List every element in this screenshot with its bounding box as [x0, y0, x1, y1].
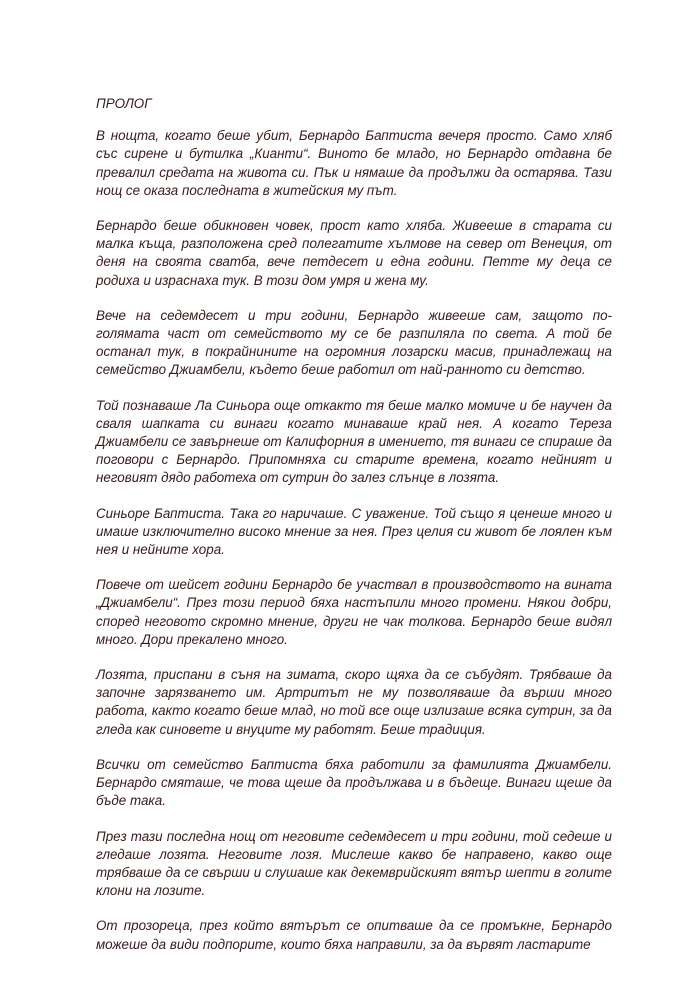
- chapter-heading: ПРОЛОГ: [96, 96, 152, 111]
- paragraph-3: Вече на седемдесет и три години, Бернардо живееше сам, защото по-голямата част от семейството му се бе разпиляла по света. А той бе останал тук, в покрайнините на огромния лозарски масив, принадлежащ на семейство Джиамбели, където беше работил от най-ранното си детство.: [96, 307, 612, 378]
- paragraph-2: Бернардо беше обикновен човек, прост като хляба. Живееше в старата си малка къща, разположена сред полегатите хълмове на север от Венеция, от деня на своята сватба, вече петдесет и една години. Петте му деца се родиха и израснаха тук. В този дом умря и жена му.: [96, 218, 612, 288]
- paragraph-5: Синьоре Баптиста. Така го наричаше. С уважение. Той също я ценеше много и имаше изключително високо мнение за нея. През целия си живот бе лоялен към нея и нейните хора.: [96, 505, 612, 558]
- paragraph-10: От прозореца, през който вятърът се опитваше да се промъкне, Бернардо можеше да види подпорите, които бяха направили, за да вървят ластарите: [96, 918, 612, 952]
- document-page: [96, 95, 612, 971]
- paragraph-8: Всички от семейство Баптиста бяха работили за фамилията Джиамбели. Бернардо смяташе, че това щеше да продължава и в бъдеще. Винаги щеше да бъде така.: [96, 756, 612, 809]
- paragraph-1: В нощта, когато беше убит, Бернардо Баптиста вечеря просто. Само хляб със сирене и бутилка „Кианти“. Виното бе младо, но Бернардо отдавна бе превалил средата на живота си. Пък и нямаше да продължи да остарява. Тази нощ се оказа последната в житейския му път.: [96, 128, 612, 198]
- paragraph-9: През тази последна нощ от неговите седемдесет и три години, той седеше и гледаше лозята. Неговите лозя. Мислеше какво бе направено, какво още трябваше да се свърши и слушаше как декемврийският вятър шепти в голите клони на лозите.: [96, 828, 612, 899]
- paragraph-4: Той познаваше Ла Синьора още откакто тя беше малко момиче и бе научен да сваля шапката си винаги когато минаваше край нея. А когато Тереза Джиамбели се завърнеше от Калифорния в имението, тя винаги се спираше да поговори с Бернардо. Припомняха си старите времена, когато нейният и неговият дядо работеха от сутрин до залез слънце в лозята.: [96, 397, 612, 486]
- paragraph-7: Лозята, приспани в съня на зимата, скоро щяха да се събудят. Трябваше да започне зарязването им. Артритът не му позволяваше да върши много работа, както когато беше млад, но той все още излизаше всяка сутрин, за да гледа как синовете и внуците му работят. Беше традиция.: [96, 667, 612, 737]
- paragraph-6: Повече от шейсет години Бернардо бе участвал в производството на вината „Джиамбели“. През този период бяха настъпили много промени. Някои добри, според неговото скромно мнение, други не чак толкова. Бернардо беше видял много. Дори прекалено много.: [96, 577, 612, 647]
